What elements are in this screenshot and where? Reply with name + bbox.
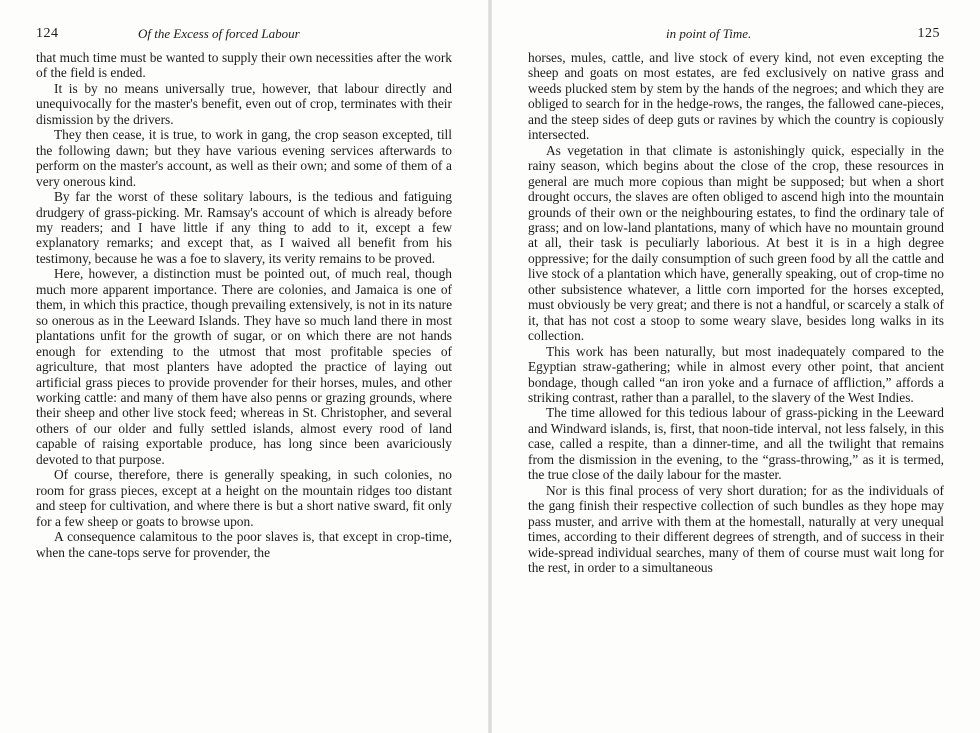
paragraph: They then cease, it is true, to work in gang, the crop season excepted, till the following dawn; but they have various evening services afterwards to perform on the master's account, as well as their own; and some of them of a very onerous kind. xyxy=(36,127,452,189)
paragraph: Nor is this final process of very short duration; for as the individuals of the gang finish their respective collection of such bundles as they hope may pass muster, and arrive with them at the homestall, naturally at very unequal times, according to their different degrees of strength, and of success in their wide-spread individual searches, many of them of course must wait long for the rest, in order to a simultaneous xyxy=(528,482,944,575)
paragraph: Here, however, a distinction must be pointed out, of much real, though much more apparent importance. There are colonies, and Jamaica is one of them, in which this practice, though prevailing extensively, is not in its nature so onerous as in the Leeward Islands. They have so much land there in most plantations unfit for the growth of sugar, or on which there are not hands enough for extending to the utmost that most profitable species of agriculture, that most planters have adopted the practice of laying out artificial grass pieces to provide provender for their horses, mules, and other working cattle: and many of them have also penns or grazing grounds, where their sheep and other live stock feed; whereas in St. Christopher, and several others of our older and fully settled islands, almost every rood of land capable of raising exportable produce, has long since been avariciously devoted to that purpose. xyxy=(36,266,453,467)
paragraph: A consequence calamitous to the poor slaves is, that except in crop-time, when the cane-tops serve for provender, the xyxy=(36,529,452,560)
right-page xyxy=(490,0,980,733)
paragraph: This work has been naturally, but most inadequately compared to the Egyptian straw-gathering; while in almost every other point, that ancient bondage, though called “an iron yoke and a furnace of affliction,” affords a striking contrast, rather than a parallel, to the slavery of the West Indies. xyxy=(528,343,944,405)
running-head: in point of Time. xyxy=(666,26,752,41)
paragraph: Of course, therefore, there is generally speaking, in such colonies, no room for grass pieces, except at a height on the mountain ridges too distant and steep for cultivation, and where there is but a short native sward, fit only for a few sheep or goats to browse upon. xyxy=(36,467,452,529)
running-head: Of the Excess of forced Labour xyxy=(138,26,300,41)
paragraph: As vegetation in that climate is astonishingly quick, especially in the rainy season, which begins about the close of the crop, these resources in general are much more copious than might be supposed; but when a short drought occurs, the slaves are often obliged to ascend high into the mountain grounds of their own or the neighbouring estates, to find the ordinary tale of grass; and on low-land plantations, many of which have no mountain ground at all, their task is peculiarly laborious. At best it is in a high degree oppressive; for the daily consumption of such green food by all the cattle and live stock of a plantation which have, generally speaking, out of crop-time no other subsistence whatever, a little corn imported for the horses excepted, must obviously be very great; and there is not a handful, or scarcely a stalk of it, that has not cost a stoop to some weary slave, besides long walks in its collection. xyxy=(528,142,944,344)
paragraph: It is by no means universally true, however, that labour directly and unequivocally for the master's benefit, even out of crop, terminates with their dismission by the drivers. xyxy=(36,80,452,127)
paragraph: horses, mules, cattle, and live stock of every kind, not even excepting the sheep and goats on most estates, are fed exclusively on native grass and weeds plucked stem by stem by the hands of the negroes; and which they are obliged to search for in the hedge-rows, the ranges, the fallowed cane-pieces, and the steep sides of deep guts or ravines by which the country is copiously intersected. xyxy=(528,50,944,143)
left-page-header xyxy=(36,26,452,50)
left-page-body xyxy=(36,50,452,560)
right-page-header xyxy=(528,26,944,50)
right-page-body xyxy=(528,50,944,575)
paragraph: The time allowed for this tedious labour of grass-picking in the Leeward and Windward islands, is, first, that noon-tide interval, not less falsely, in this case, called a respite, than a dinner-time, and all the twilight that remains from the dismission in the evening, to the “grass-throwing,” as it is termed, the true close of the daily labour for the master. xyxy=(528,405,944,483)
paragraph: that much time must be wanted to supply their own necessities after the work of the field is ended. xyxy=(36,50,452,81)
page-number: 124 xyxy=(36,26,59,41)
paragraph: By far the worst of these solitary labours, is the tedious and fatiguing drudgery of grass-picking. Mr. Ramsay's account of which is already before my readers; and I have little if any thing to add to it, except a few explanatory remarks; and except that, as I waived all benefit from his testimony, because he was a foe to slavery, its verity remains to be proved. xyxy=(36,189,452,266)
page-number: 125 xyxy=(917,26,940,41)
